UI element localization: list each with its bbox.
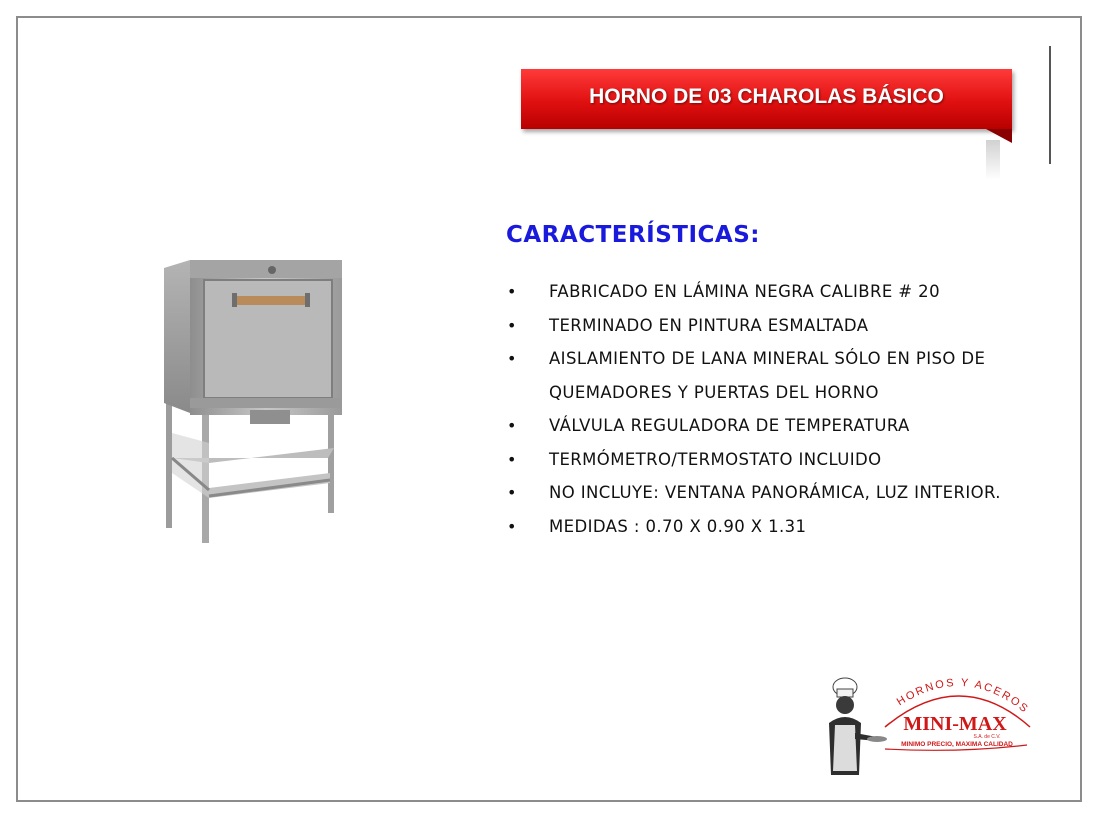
feature-text: VÁLVULA REGULADORA DE TEMPERATURA bbox=[549, 416, 910, 435]
bullet-icon: • bbox=[507, 449, 517, 469]
logo-slogan: MINIMO PRECIO, MAXIMA CALIDAD bbox=[901, 741, 1013, 748]
feature-item bbox=[506, 510, 1026, 544]
banner-fold-shadow bbox=[986, 140, 1000, 180]
logo-company-suffix: S.A. de C.V. bbox=[973, 734, 1001, 740]
feature-text: MEDIDAS : 0.70 X 0.90 X 1.31 bbox=[549, 516, 807, 536]
feature-item bbox=[506, 309, 1026, 343]
feature-item bbox=[506, 342, 1026, 409]
logo-arc-text: HORNOS Y ACEROS bbox=[894, 676, 1032, 717]
title-banner bbox=[521, 69, 1012, 129]
feature-item bbox=[506, 443, 1026, 477]
chef-icon bbox=[829, 678, 887, 775]
feature-text: TERMÓMETRO/TERMOSTATO INCLUIDO bbox=[549, 449, 882, 469]
feature-text: FABRICADO EN LÁMINA NEGRA CALIBRE # 20 bbox=[549, 282, 940, 301]
bullet-icon: • bbox=[507, 282, 517, 301]
mini-max-logo bbox=[815, 675, 1040, 785]
feature-text: TERMINADO EN PINTURA ESMALTADA bbox=[549, 315, 869, 335]
bullet-icon: • bbox=[507, 349, 517, 368]
feature-text: AISLAMIENTO DE LANA MINERAL SÓLO EN PISO DE QUEMADORES Y PUERTAS DEL HORNO bbox=[549, 349, 986, 402]
bullet-icon: • bbox=[507, 416, 517, 435]
vertical-divider bbox=[1049, 46, 1051, 164]
feature-item bbox=[506, 476, 1026, 510]
bullet-icon: • bbox=[507, 315, 517, 335]
feature-text: NO INCLUYE: VENTANA PANORÁMICA, LUZ INTERIOR. bbox=[549, 483, 1001, 502]
feature-item bbox=[506, 275, 1026, 309]
oven-product-image bbox=[160, 258, 350, 548]
bullet-icon: • bbox=[507, 516, 517, 536]
bullet-icon: • bbox=[507, 483, 517, 502]
features-list bbox=[506, 275, 1026, 543]
feature-item bbox=[506, 409, 1026, 443]
features-heading: CARACTERÍSTICAS: bbox=[506, 222, 760, 248]
logo-brand: MINI-MAX bbox=[903, 713, 1007, 735]
product-title: HORNO DE 03 CHAROLAS BÁSICO bbox=[589, 85, 944, 108]
